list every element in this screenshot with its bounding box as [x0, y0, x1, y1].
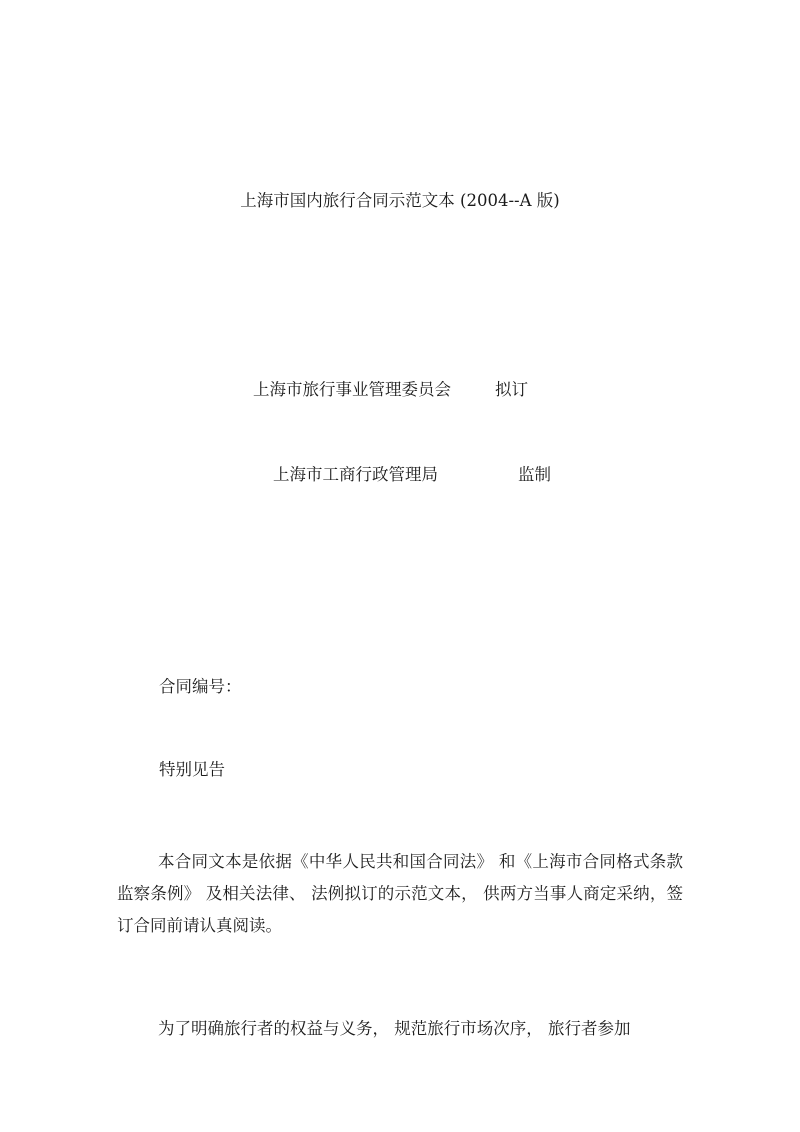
document-title: 上海市国内旅行合同示范文本 (2004--A 版) [240, 191, 560, 210]
issuer-org: 上海市工商行政管理局 [273, 465, 438, 484]
issuer-role: 监制 [518, 465, 551, 484]
issuer-org: 上海市旅行事业管理委员会 [253, 380, 451, 399]
special-notice-heading: 特别见告 [159, 760, 225, 779]
issuer-role: 拟订 [495, 380, 528, 399]
contract-number-label: 合同编号： [159, 677, 242, 696]
paragraph: 为了明确旅行者的权益与义务， 规范旅行市场次序， 旅行者参加 [158, 1019, 631, 1038]
issuer-line-drafter [253, 380, 528, 400]
paragraph: 本合同文本是依据《中华人民共和国合同法》 和《上海市合同格式条款监察条例》 及相关法律、 法例拟订的示范文本， 供两方当事人商定采纳，签订合同前请认真阅读。 [117, 852, 683, 935]
issuer-line-supervisor [273, 465, 551, 485]
